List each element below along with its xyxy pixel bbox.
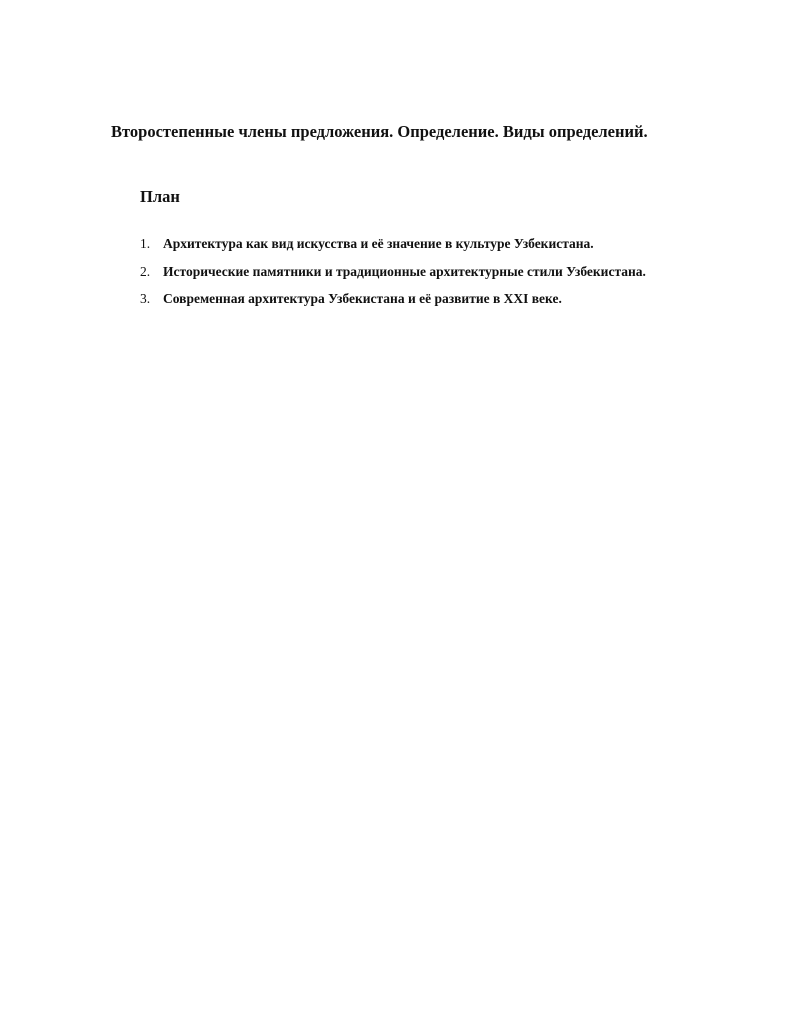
plan-item-text: Архитектура как вид искусства и её значение в культуре Узбекистана.	[163, 236, 594, 251]
plan-item-number: 3.	[140, 291, 151, 306]
plan-item-text: Исторические памятники и традиционные архитектурные стили Узбекистана.	[163, 263, 646, 279]
plan-list-item	[140, 290, 760, 318]
plan-list-item	[140, 235, 760, 263]
plan-list	[140, 235, 760, 318]
plan-item-text: Современная архитектура Узбекистана и её развитие в XXI веке.	[163, 291, 562, 306]
plan-list-item	[140, 263, 760, 291]
plan-item-number: 2.	[140, 263, 151, 279]
plan-heading: План	[140, 187, 180, 206]
plan-item-number: 1.	[140, 236, 151, 251]
document-title: Второстепенные члены предложения. Определение. Виды определений.	[111, 122, 648, 141]
